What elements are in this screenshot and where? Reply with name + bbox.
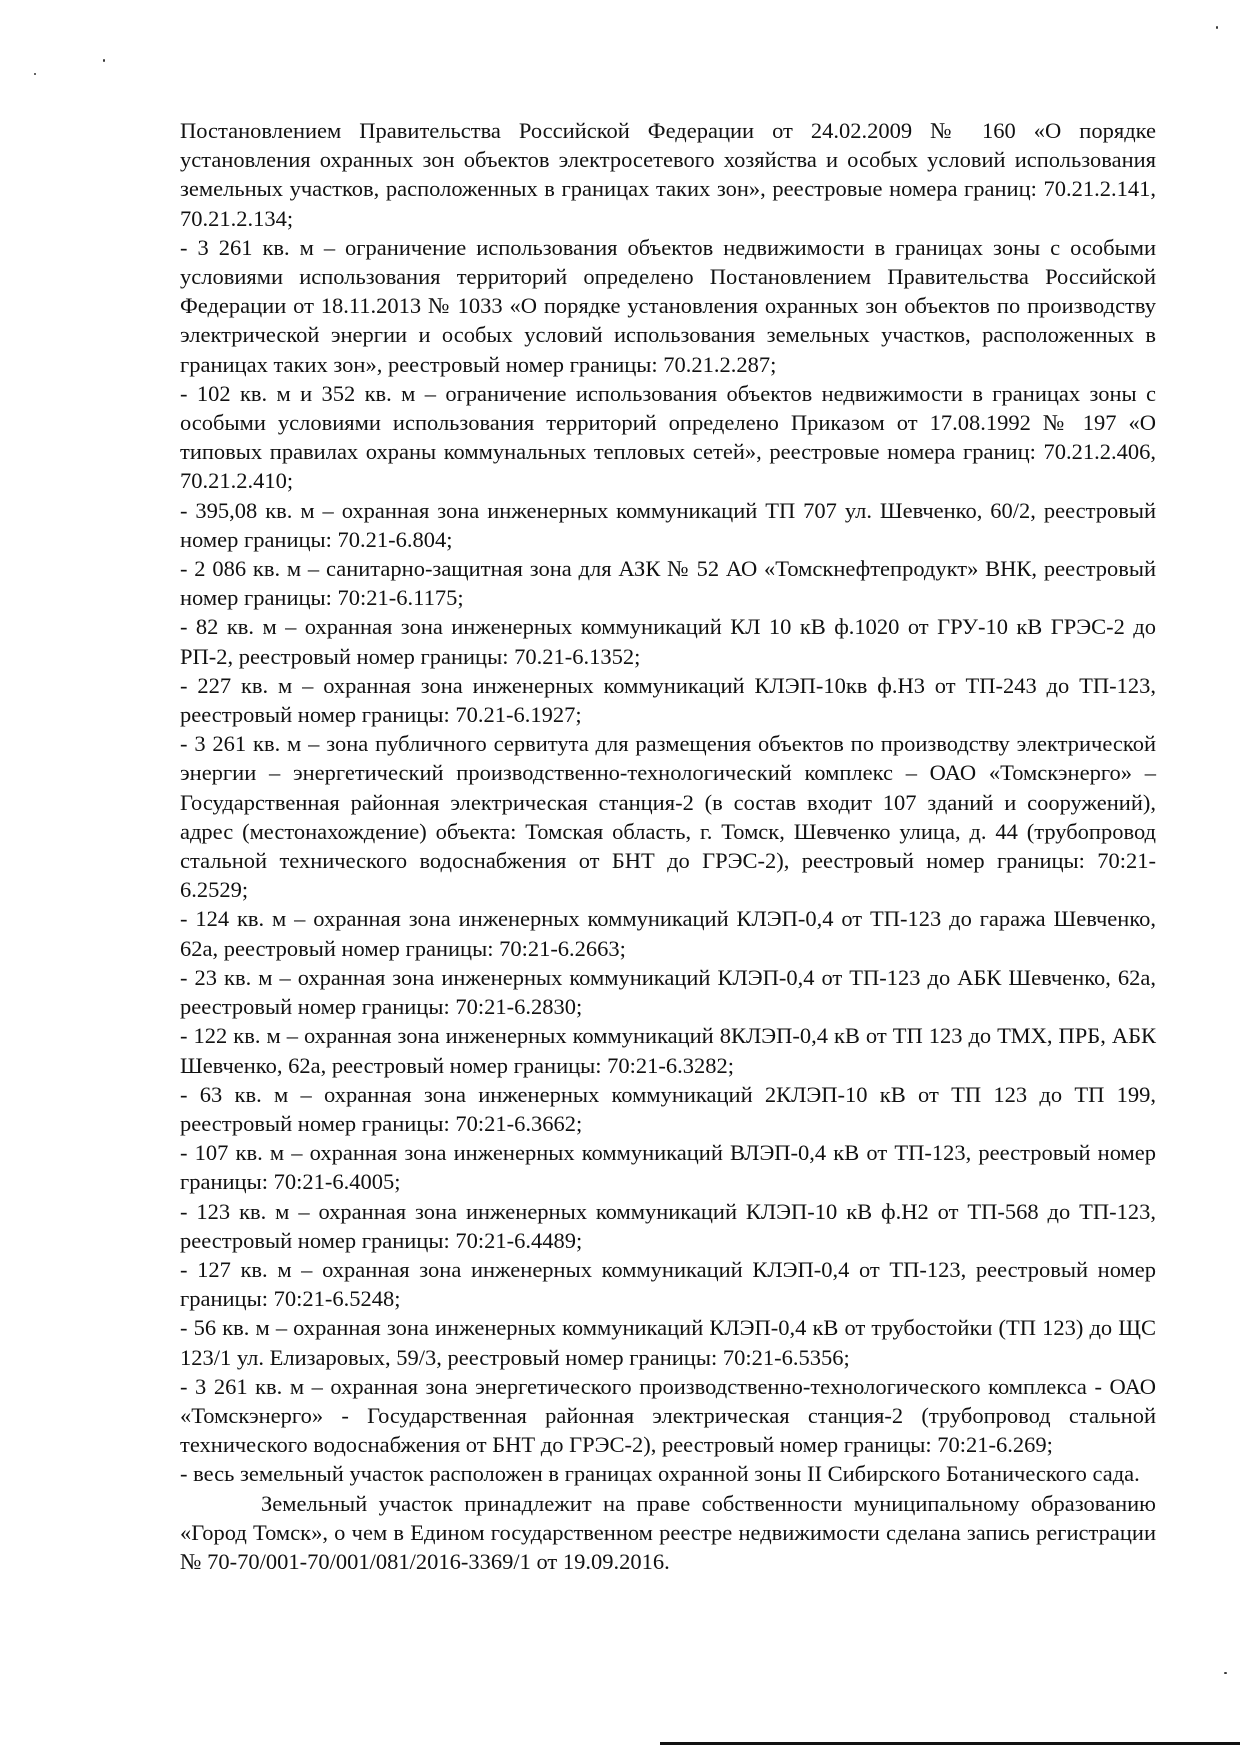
paragraph-9: - 124 кв. м – охранная зона инженерных коммуникаций КЛЭП-0,4 от ТП-123 до гаража Шевченко, 62а, реестровый номер границы: 70:21-6.2663;: [180, 906, 1156, 961]
scan-speck: [103, 59, 105, 62]
scan-speck: [1216, 26, 1218, 29]
paragraph-5: - 2 086 кв. м – санитарно-защитная зона для АЗК № 52 АО «Томскнефтепродукт» ВНК, реестровый номер границы: 70:21-6.1175;: [180, 556, 1156, 611]
paragraph-10: - 23 кв. м – охранная зона инженерных коммуникаций КЛЭП-0,4 от ТП-123 до АБК Шевченко, 62а, реестровый номер границы: 70:21-6.2830;: [180, 964, 1156, 1020]
paragraph-6: - 82 кв. м – охранная зона инженерных коммуникаций КЛ 10 кВ ф.1020 от ГРУ-10 кВ ГРЭС-2 до РП-2, реестровый номер границы: 70.21-6.1352;: [180, 614, 1156, 669]
paragraph-11: - 122 кв. м – охранная зона инженерных коммуникаций 8КЛЭП-0,4 кВ от ТП 123 до ТМХ, ПРБ, АБК Шевченко, 62а, реестровый номер границы: 70:21-6.3282;: [180, 1023, 1156, 1078]
paragraph-18: - весь земельный участок расположен в границах охранной зоны II Сибирского Ботанического сада.: [180, 1461, 1140, 1487]
paragraph-17: - 3 261 кв. м – охранная зона энергетического производственно-технологического комплекса - ОАО «Томскэнерго» - Государственная районная электрическая станция-2 (трубопровод стальной технического водоснабжения от БНТ до ГРЭС-2), реестровый номер границы: 70:21-6.269;: [180, 1373, 1156, 1458]
paragraph-2: - 3 261 кв. м – ограничение использования объектов недвижимости в границах зоны с особыми условиями использования территорий определено Постановлением Правительства Российской Федерации от 18.11.2013 № 1033 «О порядке установления охранных зон объектов по производству электрической энергии и особых условий использования земельных участков, расположенных в границах таких зон», реестровый номер границы: 70.21.2.287;: [180, 234, 1156, 377]
scan-speck: [34, 73, 36, 75]
scan-speck: [1224, 1672, 1227, 1674]
closing-paragraph: Земельный участок принадлежит на праве собственности муниципальному образованию «Город Томск», о чем в Едином государственном реестре недвижимости сделана запись регистрации № 70-70/001-70/001/081/2016-3369/1 от 19.09.2016.: [180, 1490, 1156, 1574]
paragraph-16: - 56 кв. м – охранная зона инженерных коммуникаций КЛЭП-0,4 кВ от трубостойки (ТП 123) до ЩС 123/1 ул. Елизаровых, 59/3, реестровый номер границы: 70:21-6.5356;: [180, 1315, 1156, 1370]
paragraph-14: - 123 кв. м – охранная зона инженерных коммуникаций КЛЭП-10 кВ ф.Н2 от ТП-568 до ТП-123, реестровый номер границы: 70:21-6.4489;: [180, 1198, 1156, 1253]
paragraph-4: - 395,08 кв. м – охранная зона инженерных коммуникаций ТП 707 ул. Шевченко, 60/2, реестровый номер границы: 70.21-6.804;: [180, 497, 1156, 552]
paragraph-1: Постановлением Правительства Российской Федерации от 24.02.2009 № 160 «О порядке установления охранных зон объектов электросетевого хозяйства и особых условий использования земельных участков, расположенных в границах таких зон», реестровые номера границ: 70.21.2.141, 70.21.2.134;: [180, 118, 1156, 231]
paragraph-12: - 63 кв. м – охранная зона инженерных коммуникаций 2КЛЭП-10 кВ от ТП 123 до ТП 199, реестровый номер границы: 70:21-6.3662;: [180, 1081, 1156, 1136]
bottom-rule: [660, 1742, 1240, 1745]
paragraph-7: - 227 кв. м – охранная зона инженерных коммуникаций КЛЭП-10кв ф.Н3 от ТП-243 до ТП-123, реестровый номер границы: 70.21-6.1927;: [180, 672, 1156, 728]
paragraph-15: - 127 кв. м – охранная зона инженерных коммуникаций КЛЭП-0,4 от ТП-123, реестровый номер границы: 70:21-6.5248;: [180, 1256, 1156, 1312]
document-body: [180, 116, 1156, 1576]
paragraph-3: - 102 кв. м и 352 кв. м – ограничение использования объектов недвижимости в границах зоны с особыми условиями использования территорий определено Приказом от 17.08.1992 № 197 «О типовых правилах охраны коммунальных тепловых сетей», реестровые номера границ: 70.21.2.406, 70.21.2.410;: [180, 380, 1156, 494]
paragraph-13: - 107 кв. м – охранная зона инженерных коммуникаций ВЛЭП-0,4 кВ от ТП-123, реестровый номер границы: 70:21-6.4005;: [180, 1140, 1156, 1195]
paragraph-8: - 3 261 кв. м – зона публичного сервитута для размещения объектов по производству электрической энергии – энергетический производственно-технологический комплекс – ОАО «Томскэнерго» – Государственная районная электрическая станция-2 (в состав входит 107 зданий и сооружений), адрес (местонахождение) объекта: Томская область, г. Томск, Шевченко улица, д. 44 (трубопровод стальной технического водоснабжения от БНТ до ГРЭС-2), реестровый номер границы: 70:21-6.2529;: [180, 731, 1156, 903]
